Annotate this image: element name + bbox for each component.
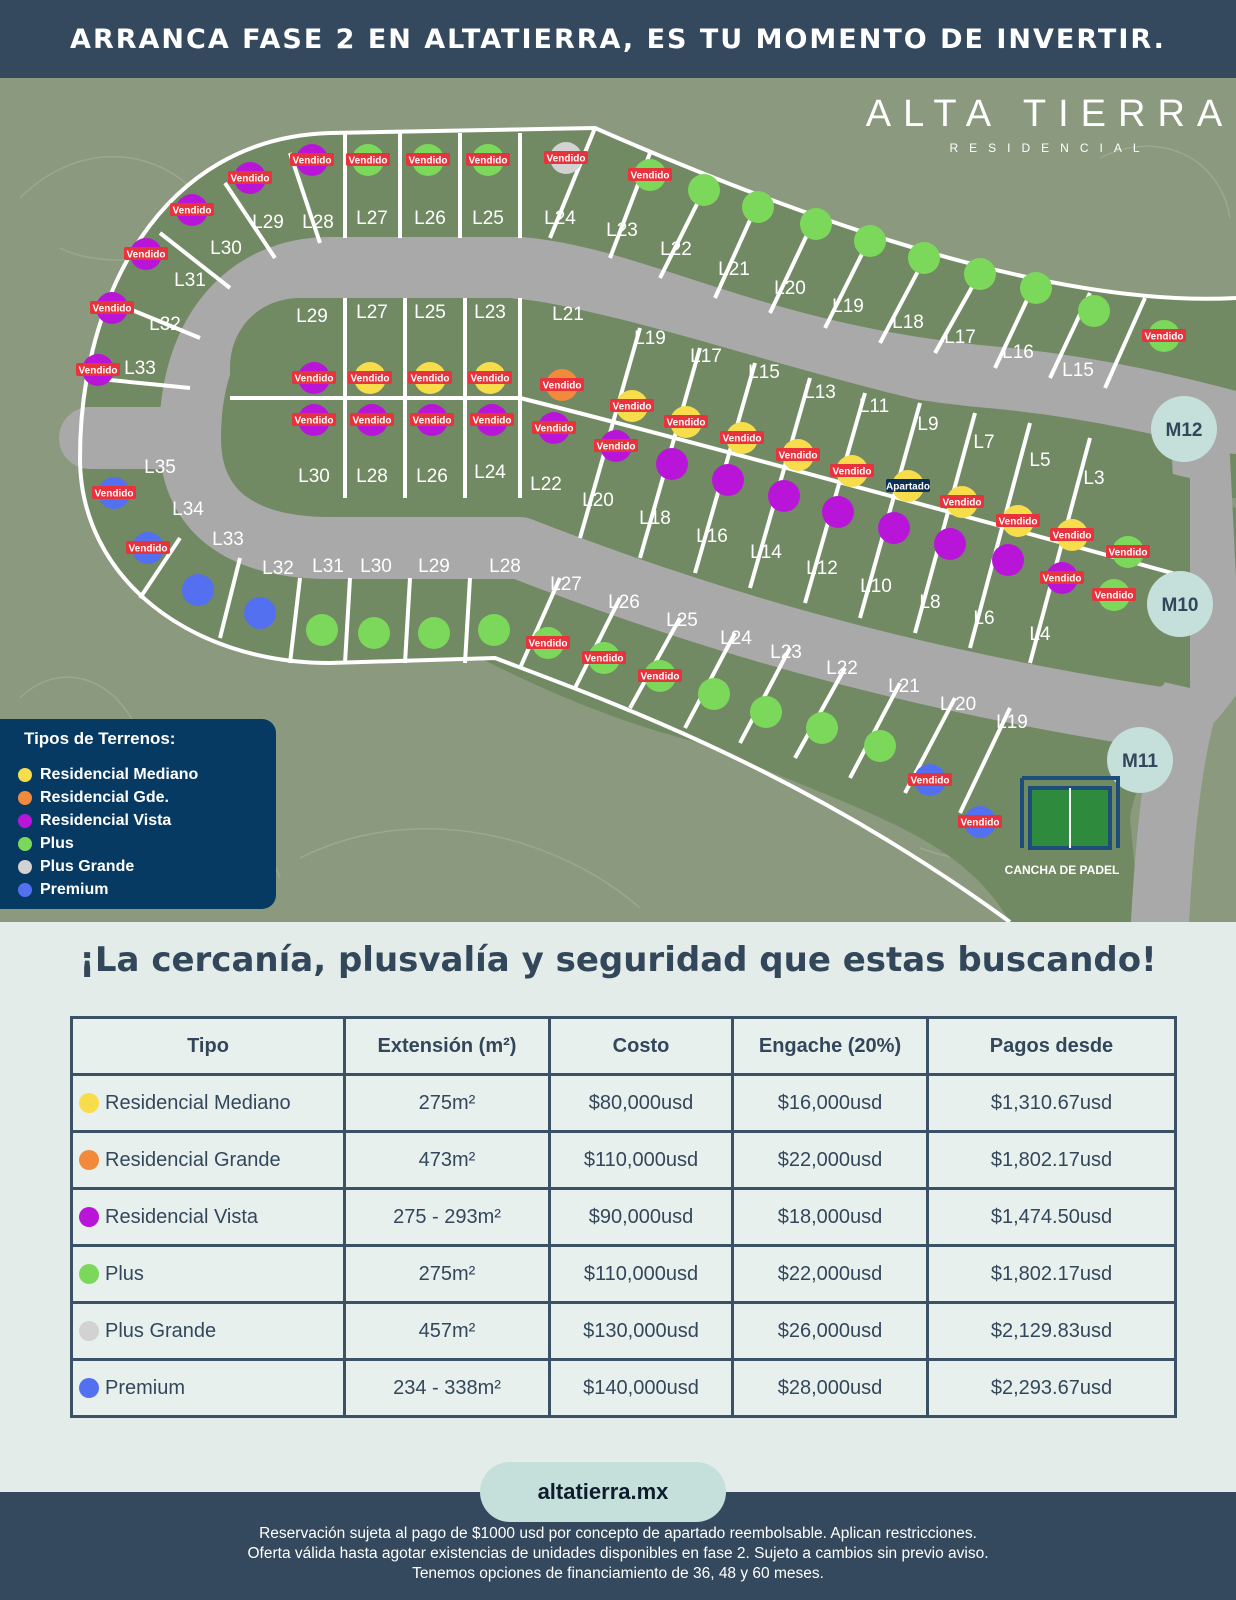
lot-label: L23 bbox=[770, 642, 802, 663]
type-dot-icon bbox=[79, 1207, 99, 1227]
cell-pagos: $1,310.67usd bbox=[928, 1075, 1176, 1132]
lot-label: L27 bbox=[356, 208, 388, 229]
sold-badge-label: Vendido bbox=[910, 775, 950, 787]
sold-badge-label: Vendido bbox=[468, 155, 508, 167]
cell-tipo bbox=[72, 1303, 345, 1360]
lot-marker[interactable] bbox=[864, 730, 896, 762]
lot-label: L8 bbox=[919, 592, 941, 613]
lot-marker[interactable] bbox=[712, 464, 744, 496]
lot-label: L17 bbox=[944, 327, 976, 348]
lot-label: L28 bbox=[356, 466, 388, 487]
sold-badge-label: Vendido bbox=[294, 373, 334, 385]
lot-marker[interactable] bbox=[1020, 272, 1052, 304]
legend-title: Tipos de Terrenos: bbox=[24, 729, 176, 748]
cell-costo: $110,000usd bbox=[550, 1246, 733, 1303]
cell-tipo bbox=[72, 1189, 345, 1246]
lot-label: L25 bbox=[472, 208, 504, 229]
legend-item bbox=[18, 763, 198, 786]
sold-badge-label: Vendido bbox=[998, 516, 1038, 528]
sold-badge-label: Vendido bbox=[292, 155, 332, 167]
table-row bbox=[72, 1132, 1176, 1189]
legend-item-label: Premium bbox=[40, 880, 109, 898]
lot-label: L26 bbox=[608, 592, 640, 613]
lot-label: L25 bbox=[666, 610, 698, 631]
cell-ext: 234 - 338m² bbox=[345, 1360, 550, 1417]
footer-notes bbox=[0, 1524, 1236, 1584]
legend-panel bbox=[0, 719, 276, 909]
type-dot-icon bbox=[79, 1378, 99, 1398]
footer-note: Oferta válida hasta agotar existencias de unidades disponibles en fase 2. Sujeto a cambios sin previo aviso. bbox=[247, 1545, 989, 1562]
padel-court-label: CANCHA DE PADEL bbox=[1004, 863, 1120, 877]
legend-item-label: Residencial Mediano bbox=[40, 765, 199, 783]
header-bar bbox=[0, 0, 1236, 78]
legend-dot-icon bbox=[18, 860, 32, 874]
cell-ext: 473m² bbox=[345, 1132, 550, 1189]
lot-label: L21 bbox=[552, 304, 584, 325]
lot-label: L15 bbox=[748, 362, 780, 383]
table-row bbox=[72, 1246, 1176, 1303]
cell-enganche: $22,000usd bbox=[733, 1246, 928, 1303]
sold-badge-label: Vendido bbox=[472, 415, 512, 427]
type-dot-icon bbox=[79, 1150, 99, 1170]
cell-tipo-label: Premium bbox=[105, 1376, 186, 1399]
cell-tipo bbox=[72, 1075, 345, 1132]
lot-label: L29 bbox=[418, 556, 450, 577]
cell-pagos: $1,802.17usd bbox=[928, 1132, 1176, 1189]
sold-badge-label: Vendido bbox=[92, 303, 132, 315]
cell-pagos: $1,474.50usd bbox=[928, 1189, 1176, 1246]
legend-item-label: Plus Grande bbox=[40, 857, 135, 875]
table-row bbox=[72, 1075, 1176, 1132]
lot-dot-icon bbox=[750, 696, 782, 728]
lot-label: L16 bbox=[696, 526, 728, 547]
sold-badge-label: Vendido bbox=[470, 373, 510, 385]
tagline: ¡La cercanía, plusvalía y seguridad que estas buscando! bbox=[79, 940, 1157, 980]
col-extension: Extensión (m²) bbox=[345, 1018, 550, 1075]
cell-ext: 275m² bbox=[345, 1246, 550, 1303]
cell-costo: $110,000usd bbox=[550, 1132, 733, 1189]
lot-marker[interactable] bbox=[698, 678, 730, 710]
lot-label: L17 bbox=[690, 346, 722, 367]
sold-badge-label: Vendido bbox=[1094, 590, 1134, 602]
lot-marker[interactable] bbox=[182, 574, 214, 606]
lot-label: L10 bbox=[860, 576, 892, 597]
lot-dot-icon bbox=[908, 242, 940, 274]
lot-marker[interactable] bbox=[992, 544, 1024, 576]
sold-badge-label: Vendido bbox=[230, 173, 270, 185]
lot-dot-icon bbox=[992, 544, 1024, 576]
sold-badge-label: Vendido bbox=[128, 543, 168, 555]
lot-dot-icon bbox=[712, 464, 744, 496]
legend-item-label: Residencial Vista bbox=[40, 811, 172, 829]
sold-badge-label: Vendido bbox=[960, 817, 1000, 829]
lot-dot-icon bbox=[742, 191, 774, 223]
legend-dot-icon bbox=[18, 768, 32, 782]
sold-badge-label: Vendido bbox=[528, 638, 568, 650]
lot-marker[interactable] bbox=[478, 614, 510, 646]
sold-badge-label: Vendido bbox=[172, 205, 212, 217]
cell-enganche: $16,000usd bbox=[733, 1075, 928, 1132]
cell-enganche: $26,000usd bbox=[733, 1303, 928, 1360]
table-row bbox=[72, 1303, 1176, 1360]
lot-label: L23 bbox=[474, 302, 506, 323]
cell-tipo-label: Residencial Mediano bbox=[105, 1091, 291, 1114]
legend-item bbox=[18, 855, 198, 878]
brand-logo: ALTA TIERRA bbox=[865, 93, 1235, 135]
lot-dot-icon bbox=[964, 258, 996, 290]
lot-label: L7 bbox=[973, 432, 995, 453]
lot-dot-icon bbox=[306, 614, 338, 646]
lot-label: L29 bbox=[296, 306, 328, 327]
lot-label: L23 bbox=[606, 220, 638, 241]
sold-badge-label: Vendido bbox=[942, 497, 982, 509]
lot-label: L16 bbox=[1002, 342, 1034, 363]
cell-ext: 275m² bbox=[345, 1075, 550, 1132]
lot-label: L27 bbox=[356, 302, 388, 323]
lot-label: L30 bbox=[298, 466, 330, 487]
manzana-m12-label: M12 bbox=[1165, 420, 1203, 441]
lot-marker[interactable] bbox=[964, 258, 996, 290]
sold-badge-label: Vendido bbox=[350, 373, 390, 385]
lot-label: L19 bbox=[634, 328, 666, 349]
type-dot-icon bbox=[79, 1093, 99, 1113]
legend-item-label: Residencial Gde. bbox=[40, 788, 169, 806]
lot-dot-icon bbox=[822, 496, 854, 528]
type-dot-icon bbox=[79, 1264, 99, 1284]
sold-badge-label: Vendido bbox=[542, 380, 582, 392]
lot-dot-icon bbox=[478, 614, 510, 646]
lot-dot-icon bbox=[768, 480, 800, 512]
padel-court-icon bbox=[1022, 778, 1118, 848]
lot-label: L32 bbox=[262, 558, 294, 579]
cell-enganche: $22,000usd bbox=[733, 1132, 928, 1189]
lot-marker[interactable] bbox=[742, 191, 774, 223]
cell-costo: $80,000usd bbox=[550, 1075, 733, 1132]
lot-label: L5 bbox=[1029, 450, 1051, 471]
lot-label: L25 bbox=[414, 302, 446, 323]
lot-label: L33 bbox=[212, 529, 244, 550]
lot-marker[interactable] bbox=[822, 496, 854, 528]
lot-label: L29 bbox=[252, 212, 284, 233]
cell-tipo bbox=[72, 1132, 345, 1189]
sold-badge-label: Vendido bbox=[778, 450, 818, 462]
lot-dot-icon bbox=[688, 174, 720, 206]
legend-dot-icon bbox=[18, 883, 32, 897]
lot-label: L34 bbox=[172, 499, 204, 520]
lot-label: L21 bbox=[888, 676, 920, 697]
footer-note: Reservación sujeta al pago de $1000 usd por concepto de apartado reembolsable. Aplican restricciones. bbox=[259, 1525, 977, 1542]
col-costo: Costo bbox=[550, 1018, 733, 1075]
cell-tipo-label: Residencial Grande bbox=[105, 1148, 281, 1171]
lot-label: L18 bbox=[892, 312, 924, 333]
lot-dot-icon bbox=[244, 597, 276, 629]
brand-subtitle: RESIDENCIAL bbox=[949, 141, 1151, 155]
price-table-body bbox=[72, 1075, 1176, 1417]
reserved-badge-label: Apartado bbox=[886, 481, 930, 493]
website-link[interactable]: altatierra.mx bbox=[480, 1462, 726, 1522]
cell-tipo-label: Plus bbox=[105, 1262, 144, 1285]
sold-badge-label: Vendido bbox=[640, 671, 680, 683]
cell-ext: 457m² bbox=[345, 1303, 550, 1360]
lot-marker[interactable] bbox=[1078, 295, 1110, 327]
lot-label: L26 bbox=[416, 466, 448, 487]
lot-marker[interactable] bbox=[806, 712, 838, 744]
lot-label: L26 bbox=[414, 208, 446, 229]
lot-label: L6 bbox=[973, 608, 995, 629]
footer-note: Tenemos opciones de financiamiento de 36, 48 y 60 meses. bbox=[412, 1565, 824, 1582]
sold-badge-label: Vendido bbox=[1042, 573, 1082, 585]
lot-marker[interactable] bbox=[800, 208, 832, 240]
sold-badge-label: Vendido bbox=[1108, 547, 1148, 559]
price-table bbox=[70, 1016, 1177, 1418]
lot-label: L3 bbox=[1083, 468, 1105, 489]
lot-label: L30 bbox=[210, 238, 242, 259]
price-table-header bbox=[72, 1018, 1176, 1075]
lot-label: L9 bbox=[917, 414, 939, 435]
legend-item-label: Plus bbox=[40, 834, 74, 852]
lot-label: L27 bbox=[550, 574, 582, 595]
lot-label: L 20 bbox=[939, 694, 977, 715]
lot-dot-icon bbox=[182, 574, 214, 606]
lot-dot-icon bbox=[698, 678, 730, 710]
type-dot-icon bbox=[79, 1321, 99, 1341]
lot-dot-icon bbox=[800, 208, 832, 240]
sold-badge-label: Vendido bbox=[534, 423, 574, 435]
lot-label: L24 bbox=[720, 628, 752, 649]
sold-badge-label: Vendido bbox=[408, 155, 448, 167]
legend-item bbox=[18, 832, 198, 855]
lot-label: L15 bbox=[1062, 360, 1094, 381]
lot-label: L20 bbox=[582, 490, 614, 511]
table-row bbox=[72, 1189, 1176, 1246]
cell-costo: $130,000usd bbox=[550, 1303, 733, 1360]
sold-badge-label: Vendido bbox=[412, 415, 452, 427]
lot-dot-icon bbox=[418, 617, 450, 649]
lot-label: L21 bbox=[718, 259, 750, 280]
lot-dot-icon bbox=[806, 712, 838, 744]
sold-badge-label: Vendido bbox=[1144, 331, 1184, 343]
cell-tipo-label: Residencial Vista bbox=[105, 1205, 259, 1228]
table-row bbox=[72, 1360, 1176, 1417]
lot-marker[interactable] bbox=[306, 614, 338, 646]
col-pagos: Pagos desde bbox=[928, 1018, 1176, 1075]
lot-label: L22 bbox=[530, 474, 562, 495]
lot-marker[interactable] bbox=[908, 242, 940, 274]
lot-dot-icon bbox=[934, 528, 966, 560]
sold-badge-label: Vendido bbox=[352, 415, 392, 427]
lot-dot-icon bbox=[358, 617, 390, 649]
lot-label: L33 bbox=[124, 358, 156, 379]
sold-badge-label: Vendido bbox=[546, 153, 586, 165]
col-enganche: Engache (20%) bbox=[733, 1018, 928, 1075]
lot-label: L13 bbox=[804, 382, 836, 403]
lot-marker[interactable] bbox=[688, 174, 720, 206]
lot-marker[interactable] bbox=[878, 512, 910, 544]
sold-badge-label: Vendido bbox=[722, 433, 762, 445]
lot-marker[interactable] bbox=[854, 225, 886, 257]
lot-marker[interactable] bbox=[358, 617, 390, 649]
manzana-m10-label: M10 bbox=[1161, 595, 1199, 616]
legend-item bbox=[18, 809, 198, 832]
lot-label: L11 bbox=[858, 396, 890, 417]
legend-dot-icon bbox=[18, 791, 32, 805]
lot-dot-icon bbox=[864, 730, 896, 762]
sold-badge-label: Vendido bbox=[832, 466, 872, 478]
legend-item bbox=[18, 786, 198, 809]
lot-label: L19 bbox=[832, 296, 864, 317]
lot-label: L35 bbox=[144, 457, 176, 478]
lot-label: L28 bbox=[489, 556, 521, 577]
lot-marker[interactable] bbox=[656, 448, 688, 480]
cell-tipo bbox=[72, 1246, 345, 1303]
sold-badge-label: Vendido bbox=[348, 155, 388, 167]
lot-label: L32 bbox=[149, 314, 181, 335]
legend-dot-icon bbox=[18, 814, 32, 828]
sold-badge-label: Vendido bbox=[1052, 530, 1092, 542]
sold-badge-label: Vendido bbox=[126, 249, 166, 261]
lot-label: L24 bbox=[474, 462, 506, 483]
lot-dot-icon bbox=[854, 225, 886, 257]
sold-badge-label: Vendido bbox=[666, 417, 706, 429]
col-tipo: Tipo bbox=[72, 1018, 345, 1075]
lot-marker[interactable] bbox=[418, 617, 450, 649]
lot-marker[interactable] bbox=[934, 528, 966, 560]
lot-label: L28 bbox=[302, 212, 334, 233]
lot-dot-icon bbox=[1078, 295, 1110, 327]
legend-item bbox=[18, 878, 198, 901]
lot-label: L14 bbox=[750, 542, 782, 563]
lot-label: L20 bbox=[774, 278, 806, 299]
sold-badge-label: Vendido bbox=[630, 170, 670, 182]
lot-marker[interactable] bbox=[768, 480, 800, 512]
legend-dot-icon bbox=[18, 837, 32, 851]
lot-label: L12 bbox=[806, 558, 838, 579]
lot-label: L22 bbox=[826, 658, 858, 679]
cell-enganche: $18,000usd bbox=[733, 1189, 928, 1246]
lot-label: L24 bbox=[544, 208, 576, 229]
cell-pagos: $1,802.17usd bbox=[928, 1246, 1176, 1303]
cell-costo: $90,000usd bbox=[550, 1189, 733, 1246]
sold-badge-label: Vendido bbox=[410, 373, 450, 385]
lot-label: L4 bbox=[1029, 624, 1051, 645]
legend-list bbox=[18, 763, 198, 901]
cell-enganche: $28,000usd bbox=[733, 1360, 928, 1417]
sold-badge-label: Vendido bbox=[612, 401, 652, 413]
lot-dot-icon bbox=[1020, 272, 1052, 304]
lot-dot-icon bbox=[878, 512, 910, 544]
lot-marker[interactable] bbox=[244, 597, 276, 629]
sold-badge-label: Vendido bbox=[596, 441, 636, 453]
lot-label: L30 bbox=[360, 556, 392, 577]
lot-label: L31 bbox=[174, 270, 206, 291]
manzana-m11-label: M11 bbox=[1122, 751, 1158, 772]
lot-label: L18 bbox=[639, 508, 671, 529]
cell-ext: 275 - 293m² bbox=[345, 1189, 550, 1246]
lot-dot-icon bbox=[656, 448, 688, 480]
lot-label: L31 bbox=[312, 556, 344, 577]
cell-tipo-label: Plus Grande bbox=[105, 1319, 217, 1342]
page-title: ARRANCA FASE 2 EN ALTATIERRA, ES TU MOMENTO DE INVERTIR. bbox=[70, 23, 1166, 55]
cell-pagos: $2,293.67usd bbox=[928, 1360, 1176, 1417]
cell-costo: $140,000usd bbox=[550, 1360, 733, 1417]
sold-badge-label: Vendido bbox=[78, 365, 118, 377]
lot-label: L19 bbox=[996, 712, 1028, 733]
cell-tipo bbox=[72, 1360, 345, 1417]
lot-label: L22 bbox=[660, 239, 692, 260]
cell-pagos: $2,129.83usd bbox=[928, 1303, 1176, 1360]
sold-badge-label: Vendido bbox=[94, 488, 134, 500]
sold-badge-label: Vendido bbox=[294, 415, 334, 427]
sold-badge-label: Vendido bbox=[584, 653, 624, 665]
lot-marker[interactable] bbox=[750, 696, 782, 728]
